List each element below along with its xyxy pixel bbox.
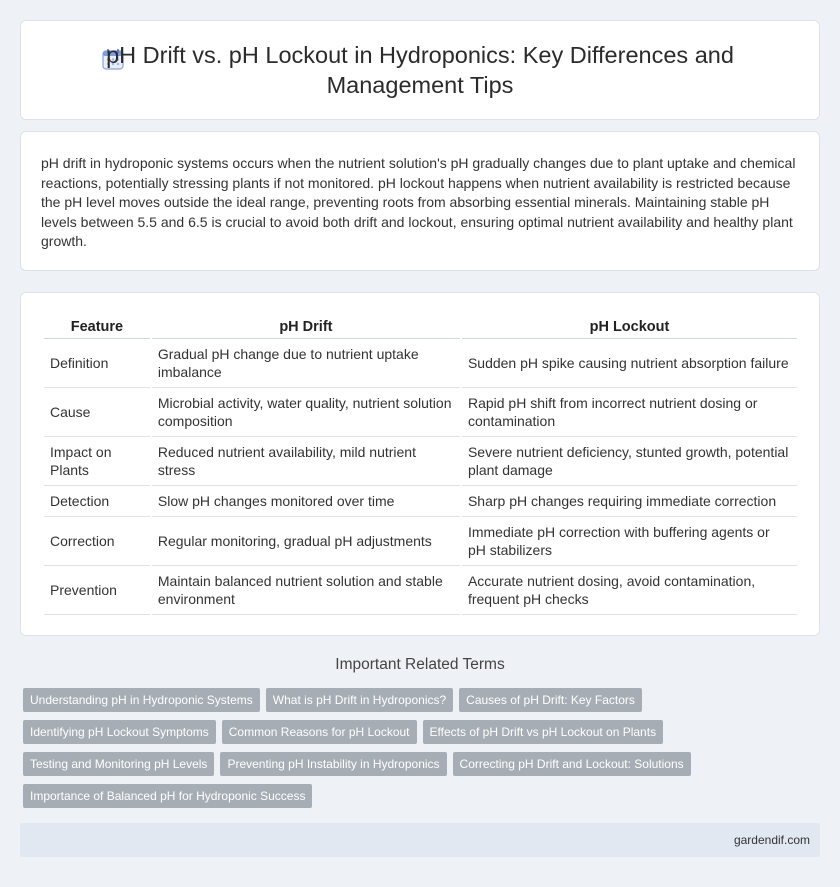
row-ph-lockout: Immediate pH correction with buffering agents or pH stabilizers: [462, 517, 797, 566]
footer: [20, 823, 820, 857]
header-card: [20, 20, 820, 120]
row-ph-drift: Reduced nutrient availability, mild nutrient stress: [152, 437, 460, 486]
table-row: [44, 486, 797, 517]
row-feature: Cause: [44, 388, 150, 437]
comparison-table: [42, 315, 799, 615]
row-ph-lockout: Accurate nutrient dosing, avoid contamination, frequent pH checks: [462, 566, 797, 615]
related-term-tag[interactable]: Importance of Balanced pH for Hydroponic Success: [23, 784, 312, 808]
intro-card: [20, 131, 820, 271]
page-title: pH Drift vs. pH Lockout in Hydroponics: Key Differences and Management Tips: [106, 42, 734, 98]
row-feature: Impact on Plants: [44, 437, 150, 486]
related-term-tag[interactable]: Preventing pH Instability in Hydroponics: [220, 752, 446, 776]
intro-paragraph: pH drift in hydroponic systems occurs when the nutrient solution's pH gradually changes due to plant uptake and chemical reactions, potentially stressing plants if not monitored. pH lockout happens when nutrient availability is restricted because the pH level moves outside the ideal range, preventing roots from absorbing essential minerals. Maintaining stable pH levels between 5.5 and 6.5 is crucial to avoid both drift and lockout, ensuring optimal nutrient availability and healthy plant growth.: [41, 155, 796, 249]
row-ph-drift: Microbial activity, water quality, nutrient solution composition: [152, 388, 460, 437]
table-row: [44, 517, 797, 566]
related-term-tag[interactable]: Identifying pH Lockout Symptoms: [23, 720, 216, 744]
comparison-card: [20, 292, 820, 636]
footer-site-link[interactable]: gardendif.com: [733, 833, 810, 847]
related-terms-list: [23, 688, 823, 816]
row-feature: Definition: [44, 339, 150, 388]
row-feature: Prevention: [44, 566, 150, 615]
related-term-tag[interactable]: Effects of pH Drift vs pH Lockout on Plants: [423, 720, 664, 744]
table-row: [44, 339, 797, 388]
related-term-tag[interactable]: Testing and Monitoring pH Levels: [23, 752, 214, 776]
related-terms-title: Important Related Terms: [335, 656, 505, 673]
row-ph-lockout: Severe nutrient deficiency, stunted growth, potential plant damage: [462, 437, 797, 486]
table-row: [44, 566, 797, 615]
related-term-tag[interactable]: Common Reasons for pH Lockout: [222, 720, 417, 744]
table-row: [44, 388, 797, 437]
row-ph-drift: Regular monitoring, gradual pH adjustments: [152, 517, 460, 566]
header-ph-lockout: pH Lockout: [462, 315, 797, 339]
related-term-tag[interactable]: Correcting pH Drift and Lockout: Solutions: [453, 752, 691, 776]
row-ph-drift: Maintain balanced nutrient solution and stable environment: [152, 566, 460, 615]
row-feature: Detection: [44, 486, 150, 517]
related-term-tag[interactable]: Causes of pH Drift: Key Factors: [459, 688, 642, 712]
table-header-row: [44, 315, 797, 339]
row-ph-drift: Slow pH changes monitored over time: [152, 486, 460, 517]
row-feature: Correction: [44, 517, 150, 566]
row-ph-lockout: Sudden pH spike causing nutrient absorption failure: [462, 339, 797, 388]
row-ph-lockout: Sharp pH changes requiring immediate correction: [462, 486, 797, 517]
header-ph-drift: pH Drift: [152, 315, 460, 339]
row-ph-lockout: Rapid pH shift from incorrect nutrient dosing or contamination: [462, 388, 797, 437]
related-term-tag[interactable]: What is pH Drift in Hydroponics?: [266, 688, 453, 712]
header-feature: Feature: [44, 315, 150, 339]
table-row: [44, 437, 797, 486]
row-ph-drift: Gradual pH change due to nutrient uptake imbalance: [152, 339, 460, 388]
related-term-tag[interactable]: Understanding pH in Hydroponic Systems: [23, 688, 260, 712]
